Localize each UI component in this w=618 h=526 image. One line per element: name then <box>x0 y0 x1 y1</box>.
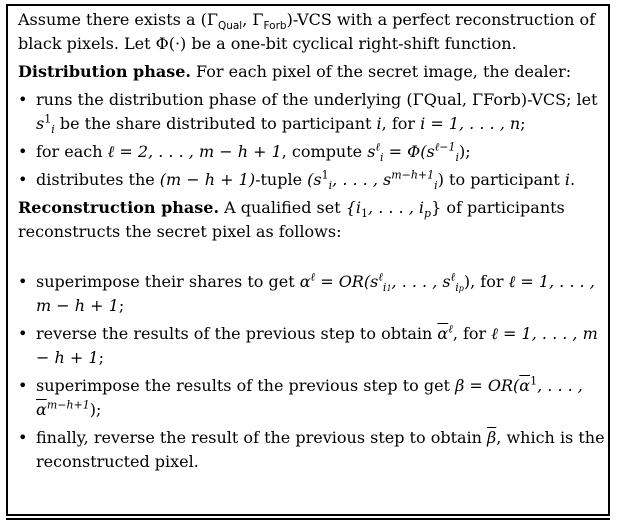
subscript: i <box>328 179 333 193</box>
list-item <box>18 374 606 422</box>
subscript <box>455 281 464 294</box>
list-item <box>18 140 606 164</box>
item-text: reverse the results of the previous step to obtain <box>36 324 438 343</box>
superscript: ℓ <box>378 270 383 284</box>
item-text: to participant <box>443 170 565 189</box>
share-symbol: s <box>36 114 45 133</box>
subscript: i <box>455 151 460 165</box>
subscript: i <box>380 151 384 165</box>
superscript: m−h+1 <box>46 398 90 412</box>
alpha-symbol: α <box>299 272 311 291</box>
math-expr: ) <box>463 272 471 291</box>
subsubscript: p <box>458 284 464 294</box>
math-range: ℓ = 2, . . . , m − h + 1 <box>107 142 282 161</box>
subscript <box>383 281 392 294</box>
item-text: , which is the reconstructed pixel. <box>36 428 605 471</box>
item-text: superimpose their shares to get <box>36 272 300 291</box>
math-expr: , . . . , <box>537 376 583 395</box>
superscript: ℓ <box>450 270 456 284</box>
list-item <box>18 322 606 370</box>
item-text: runs the distribution phase of the underlying <box>36 90 407 109</box>
item-text: -VCS; let <box>527 90 598 109</box>
alpha-bar-symbol: $\overline{\alpha}$ <box>437 324 449 343</box>
math-expr: = OR( <box>464 376 520 395</box>
forb-subscript: Forb <box>263 20 287 33</box>
math-expr: ) <box>437 170 444 189</box>
math-expr: (m − h + 1) <box>159 170 256 189</box>
item-text: , for <box>452 324 492 343</box>
subscript: i <box>51 123 55 137</box>
math-expr: } <box>431 198 442 217</box>
alpha-bar-symbol: $\overline{\alpha}$ <box>519 376 531 395</box>
superscript: 1 <box>530 374 538 388</box>
vcs-notation: (ΓQual, ΓForb) <box>406 90 528 109</box>
math-expr: (s <box>307 170 322 189</box>
item-text: finally, reverse the result of the previous step to obtain <box>36 428 488 447</box>
beta-symbol: β <box>455 376 465 395</box>
intro-text: -VCS with a perfect reconstruction of black pixels. Let <box>18 10 596 53</box>
superscript: ℓ−1 <box>434 140 456 154</box>
item-text: . <box>569 170 576 189</box>
subsubscript: 1 <box>386 284 392 294</box>
math-var: i <box>564 170 570 189</box>
reconstruction-heading: Reconstruction phase. <box>18 198 220 217</box>
math-var: i <box>376 114 382 133</box>
math-expr: , . . . , s <box>391 272 451 291</box>
intro-paragraph <box>18 8 606 56</box>
item-text: ; <box>118 296 125 315</box>
bottom-rule <box>6 518 610 520</box>
superscript: ℓ <box>448 322 453 336</box>
distribution-paragraph <box>18 60 606 84</box>
item-text: ; <box>520 114 526 133</box>
paren: ) <box>286 10 293 29</box>
list-item <box>18 426 606 474</box>
reconstruction-text: A qualified set <box>219 198 346 217</box>
superscript: 1 <box>44 112 52 126</box>
gamma-symbol: Γ <box>206 10 218 29</box>
item-text: , for <box>381 114 421 133</box>
item-text: ; <box>98 348 104 367</box>
item-text: , for <box>470 272 509 291</box>
intro-text: Assume there exists a <box>18 10 201 29</box>
math-expr: {i <box>345 198 362 217</box>
item-text: ); <box>459 142 471 161</box>
reconstruction-text: of participants reconstructs the secret pixel as follows: <box>18 198 565 241</box>
math-expr: ) <box>89 400 97 419</box>
reconstruction-paragraph <box>18 196 606 244</box>
item-text: ; <box>96 400 102 419</box>
math-expr: = Φ(s <box>383 142 435 161</box>
subscript: p <box>424 207 432 221</box>
distribution-heading: Distribution phase. <box>18 62 191 81</box>
subscript: 1 <box>361 207 369 221</box>
qual-subscript: Qual <box>217 20 243 33</box>
item-text: superimpose the results of the previous step to get <box>36 376 456 395</box>
item-text: be the share distributed to participant <box>54 114 377 133</box>
item-text: , compute <box>281 142 368 161</box>
beta-bar-symbol: $\overline{\beta}$ <box>487 428 497 447</box>
item-text: for each <box>36 142 108 161</box>
intro-text: be a one-bit cyclical right-shift function. <box>186 34 517 53</box>
alpha-bar-symbol: $\overline{\alpha}$ <box>36 400 47 419</box>
subscript-var: i <box>455 281 459 295</box>
algorithm-content <box>18 8 606 478</box>
math-expr: , . . . , s <box>332 170 392 189</box>
item-text: distributes the <box>36 170 160 189</box>
phi-function: Φ(·) <box>155 34 187 53</box>
superscript: ℓ <box>375 140 381 154</box>
share-symbol: s <box>367 142 376 161</box>
item-text: -tuple <box>255 170 308 189</box>
distribution-text: For each pixel of the secret image, the dealer: <box>190 62 572 81</box>
math-range: i = 1, . . . , n <box>420 114 521 133</box>
math-range: ℓ = 1, . . . , m − h + 1 <box>36 272 595 315</box>
list-item <box>18 270 606 318</box>
math-range: ℓ = 1, . . . , m − h + 1 <box>36 324 598 367</box>
math-expr: , . . . , i <box>368 198 425 217</box>
distribution-list <box>18 88 606 192</box>
reconstruction-list <box>18 270 606 474</box>
superscript: m−h+1 <box>391 168 435 182</box>
list-item <box>18 88 606 136</box>
superscript: ℓ <box>310 270 316 284</box>
gamma-symbol: Γ <box>252 10 264 29</box>
paren: ( <box>200 10 207 29</box>
subscript: i <box>434 179 438 193</box>
list-item <box>18 168 606 192</box>
superscript: 1 <box>321 168 329 182</box>
comma: , <box>242 10 253 29</box>
subscript-var: i <box>382 281 387 295</box>
math-expr: = OR(s <box>315 272 379 291</box>
